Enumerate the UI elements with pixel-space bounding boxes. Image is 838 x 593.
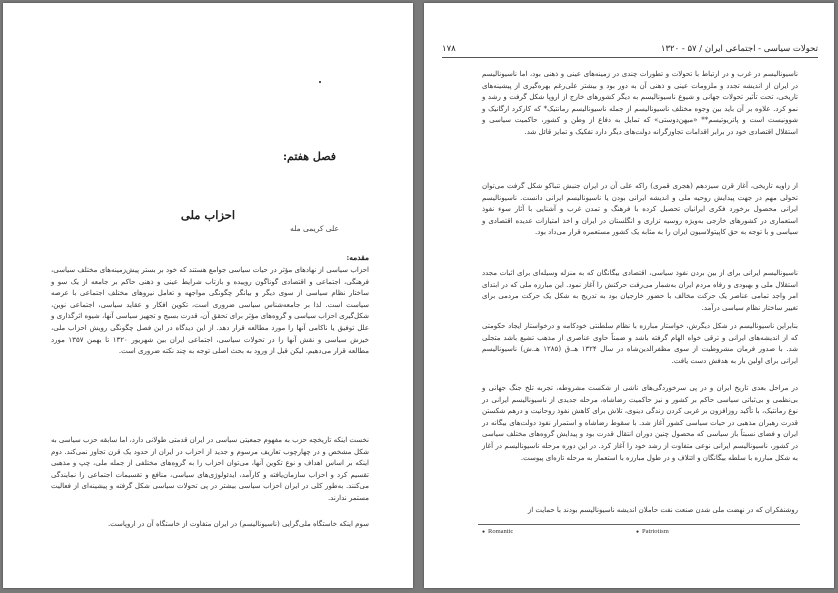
running-header-title: تحولات سیاسی - اجتماعی ایران / ۵۷ - ۱۳۲۰ [660,44,818,54]
page-mark [319,81,321,83]
section-title: احزاب ملی [180,208,236,222]
footnote-text: Patriotism [642,528,669,535]
footnote-bullet-icon: ● [482,530,486,535]
left-page [3,3,413,588]
footnote-bullet-icon: ● [636,530,640,535]
paragraph: سوم اینکه خاستگاه ملی‌گرایی (ناسیونالیسم) در ایران متفاوت از خاستگاه آن در اروپاست. [107,520,369,528]
paragraph: روشنفکران که در نهضت ملی شدن صنعت نفت حاملان اندیشه ناسیونالیسم بودند با حمایت از [527,506,798,514]
running-header [442,43,818,58]
paragraph: احزاب سیاسی از نهادهای مؤثر در حیات سیاسی جوامع هستند که خود بر بستر پیش‌زمینه‌های مختلف سیاسی، فرهنگی، اجتماعی و اقتصادی گوناگون روییده و بازتاب شرایط عینی و ذهنی حاکم بر جامعه از یک سو و ساختار نظام سیاسی از سوی دیگر و بیانگر چگونگی مواجهه و تعامل نیروهای مختلف اجتماعی با عرصه سیاست است. لذا بر جامعه‌شناس سیاسی ضروری است، تکوین افکار و عقاید سیاسی، اجتماعی نوین، شکل‌گیری احزاب سیاسی و گروه‌های مؤثر برای تحقق آن، قدرت بسیج و تجهیز سیاسی آنها، شیوه اثرگذاری و علل توفیق یا ناکامی آنها را مورد مطالعه قرار دهد. از این دیدگاه در این فصل چگونگی رویش احزاب ملی، خیزش سیاسی و نقش آنها را در تحولات سیاسی، اجتماعی ایران بین شهریور ۱۳۲۰ تا بهمن ۱۳۵۷ مورد مطالعه قرار می‌دهیم. لیکن قبل از ورود به بحث اصلی توجه به چند نکته ضروری است. [51,266,369,356]
page-number: ۱۷۸ [442,44,456,54]
footnote-text: Romantic [488,528,514,535]
paragraph: بنابراین ناسیونالیسم در شکل دیگرش، خواستار مبارزه با نظام سلطنتی خودکامه و درخواستار ایجاد حکومتی که از اندیشه‌های ایرانی و ترقی خواه الهام گرفته باشد و ضمناً حاوی عناصری از مذهب تشیع باشد متجلی شد. با صدور فرمان مشروطیت از سوی مظفرالدین‌شاه در سال ۱۳۲۴ هـ.ق (۱۲۸۵ هـ.ش) ناسیونالیسم ایرانی برای اولین بار به هدفش دست یافت. [482,322,798,365]
paragraph: در مراحل بعدی تاریخ ایران و در پی سرخوردگی‌های ناشی از شکست مشروطه، تجربه تلخ جنگ جهانی و بی‌نظمی و بی‌ثباتی سیاسی حاکم بر کشور و نیز حاکمیت رضاشاه، مرحله جدیدی از ناسیونالیسم ایرانی در نوع رمانتیک، با تأکید روزافزون بر غربی کردن زندگی دینوی، تلاش برای کاهش نفوذ روحانیت و درهم شکستن قدرت رهبران مذهبی در حیات سیاسی کشور آغاز شد. با سقوط رضاشاه و استمرار نفوذ دولت‌های بیگانه در ایران و فضای نسبتاً باز سیاسی که محصول چنین دوران انتقال قدرت بود و پیدایش گروه‌های مختلف سیاسی در کشور، ناسیونالیسم ایرانی نوعی متفاوت از رشد خود را آغاز کرد. در این دوره مرحله ناسیونالیسم در آغاز به شکل مبارزه با سلطه بیگانگان و ائتلاف و در طول مبارزه با استعمار به مرحله تازه‌ای پیوست. [482,384,798,462]
intro-heading: مقدمه: [346,253,369,262]
paragraph: از زاویه تاریخی، آغاز قرن سیزدهم (هجری قمری) راکه علی آن در ایران جنبش تنباکو شکل گرفت می‌توان تحولی مهم در جهت پیدایش روحیه ملی و اندیشه ایرانی بودن یا ناسیونالیسم ایرانی دانست. ناسیونالیسم ایرانی محصول برخورد فکری ایرانیان تحصیل کرده با فرهنگ و تمدن غرب و آشنایی با آثار سوء نفوذ استعماری در کشورهای خارجی به‌ویژه روسیه تزاری و انگلستان در ایران و اخذ امتیازات عدیده اقتصادی و سیاسی و با توجه به حق کاپیتولاسیون ایران را به مثابه یک کشور مستعمره قرار می‌داد بود. [482,182,798,237]
footnote [482,528,513,535]
footnote-divider [478,524,800,525]
right-page [424,3,834,588]
author-name: علی کریمی مله [290,224,339,233]
paragraph: نخست اینکه تاریخچه حزب به مفهوم جمعیتی سیاسی در ایران قدمتی طولانی دارد، اما سابقه حزب سیاسی به شکل مشخص و در چهارچوب تعاریف مرسوم و جدید از احزاب در ایران از حدود یک قرن تجاوز نمی‌کند. دوم اینکه بر اساس اهداف و نوع تکوین آنها، می‌توان احزاب را به گروه‌های مختلفی از جمله ملی، چپ و مذهبی تقسیم کرد و احزاب سازمان‌یافته و کارآمد، ایدئولوژی‌های سیاسی، منافع و تقسیمات اجتماعی را نمایندگی می‌کنند. به‌طور کلی در ایران احزاب سیاسی بیشتر در پی تحولات سیاسی شکل گرفته و پیشینه‌ای از فعالیت مستمر ندارند. [51,436,369,502]
paragraph: ناسیونالیسم ایرانی برای از بین بردن نفوذ سیاسی، اقتصادی بیگانگان که به منزله وسیله‌ای برای اثبات مجدد استقلال ملی و بهبودی و رفاه مردم ایران به‌شمار می‌رفت حرکتش را آغاز نمود. این مبارزه ملی که در ابتدای امر واجد تمامی عناصر یک حرکت مخالف با حضور خارجیان بود به تدریج به شکل یک حرکت مردمی برای تغییر ساختار نظام سیاسی درآمد. [482,269,798,312]
footnote [636,528,669,535]
chapter-title: فصل هفتم: [282,150,336,163]
paragraph: ناسیونالیسم در غرب و در ارتباط با تحولات و تطورات چندی در زمینه‌های عینی و ذهنی بود، اما ناسیونالیسم در ایران از اندیشه تجدد و ملزومات عینی و ذهنی آن به دور بود و بیشتر علی‌رغم بهره‌گیری از پیشینه‌های تاریخی، تحت تأثیر تحولات جهانی و شیوع ناسیونالیسم به دیگر کشورهای خارج از اروپا شکل گرفت و رشد و نمو کرد. علاوه بر آن باید بین وجوه مختلف ناسیونالیسم از جمله ناسیونالیسم رمانتیک* که کارکرد ارگانیک و شوونیست است و پاتریوتیسم** «میهن‌دوستی» که تمایل به دفاع از وطن و کشور، حاکمیت سیاسی و استقلال اقتصادی خود در برابر اقدامات تجاوزگرانه دولت‌های دیگر دارد تفکیک و تمایز قائل شد. [482,70,798,136]
